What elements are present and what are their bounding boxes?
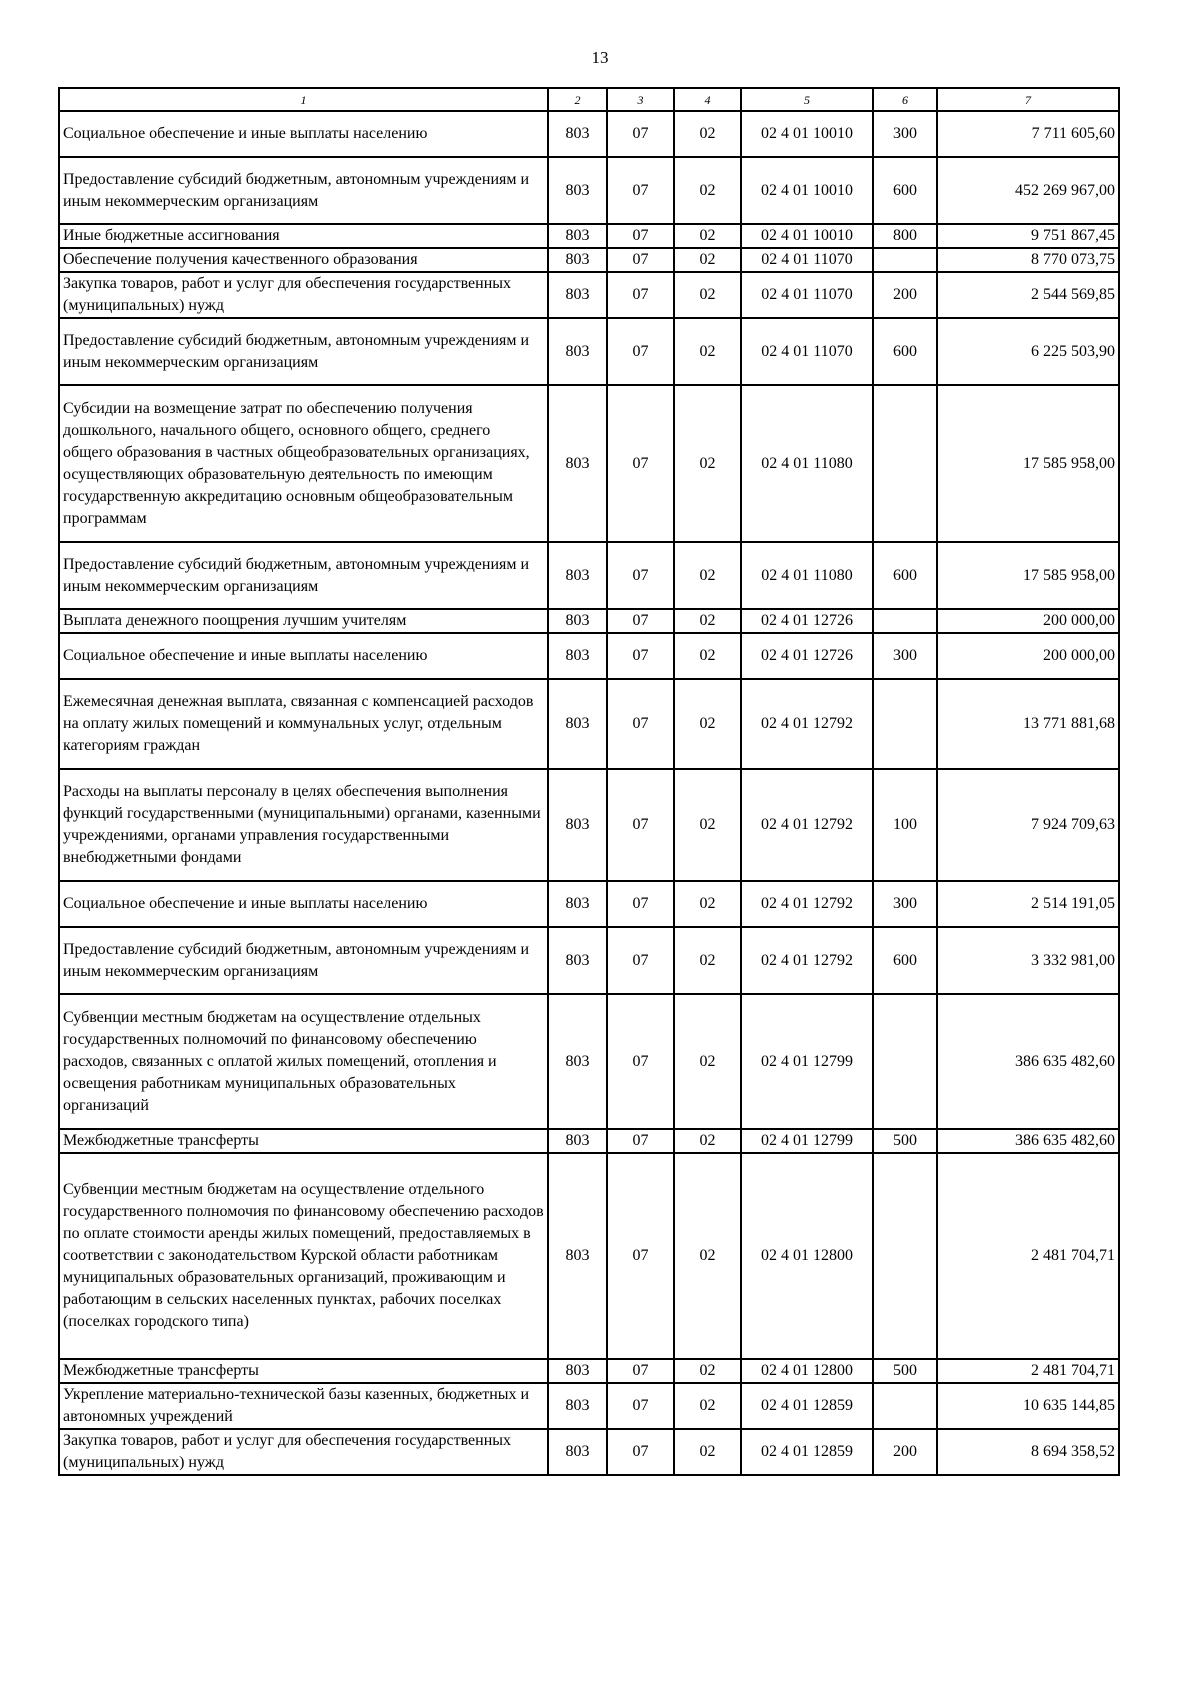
row-amount-cell: 386 635 482,60 — [937, 994, 1119, 1129]
row-section-cell: 07 — [607, 272, 674, 318]
row-section-cell: 07 — [607, 542, 674, 609]
row-amount-cell: 200 000,00 — [937, 633, 1119, 679]
row-code-cell: 803 — [548, 769, 607, 881]
row-expense-type-cell: 200 — [873, 1429, 937, 1475]
row-code-cell: 803 — [548, 111, 607, 157]
row-expense-type-cell: 200 — [873, 272, 937, 318]
row-section-cell: 07 — [607, 1383, 674, 1429]
row-amount-cell: 10 635 144,85 — [937, 1383, 1119, 1429]
row-target-article-cell: 02 4 01 12800 — [741, 1359, 873, 1383]
row-section-cell: 07 — [607, 1153, 674, 1359]
row-amount-cell: 7 924 709,63 — [937, 769, 1119, 881]
row-code-cell: 803 — [548, 1429, 607, 1475]
row-name-cell: Обеспечение получения качественного образования — [59, 248, 548, 272]
header-col-7: 7 — [937, 88, 1119, 111]
row-expense-type-cell: 600 — [873, 157, 937, 224]
row-name-cell: Предоставление субсидий бюджетным, автономным учреждениям и иным некоммерческим организациям — [59, 542, 548, 609]
row-section-cell: 07 — [607, 927, 674, 994]
row-subsection-cell: 02 — [674, 1429, 741, 1475]
row-expense-type-cell — [873, 1153, 937, 1359]
row-name-cell: Межбюджетные трансферты — [59, 1129, 548, 1153]
row-amount-cell: 13 771 881,68 — [937, 679, 1119, 769]
table-row — [59, 224, 1119, 248]
row-code-cell: 803 — [548, 542, 607, 609]
row-target-article-cell: 02 4 01 12859 — [741, 1429, 873, 1475]
row-target-article-cell: 02 4 01 12792 — [741, 679, 873, 769]
table-row — [59, 157, 1119, 224]
row-target-article-cell: 02 4 01 11070 — [741, 248, 873, 272]
row-section-cell: 07 — [607, 633, 674, 679]
budget-table — [58, 87, 1120, 1476]
row-section-cell: 07 — [607, 248, 674, 272]
row-amount-cell: 7 711 605,60 — [937, 111, 1119, 157]
row-subsection-cell: 02 — [674, 1129, 741, 1153]
table-row — [59, 679, 1119, 769]
row-target-article-cell: 02 4 01 12800 — [741, 1153, 873, 1359]
row-amount-cell: 3 332 981,00 — [937, 927, 1119, 994]
table-row — [59, 248, 1119, 272]
row-amount-cell: 200 000,00 — [937, 609, 1119, 633]
row-code-cell: 803 — [548, 224, 607, 248]
table-row — [59, 1129, 1119, 1153]
row-name-cell: Ежемесячная денежная выплата, связанная с компенсацией расходов на оплату жилых помещений и коммунальных услуг, отдельным категориям граждан — [59, 679, 548, 769]
row-subsection-cell: 02 — [674, 111, 741, 157]
row-code-cell: 803 — [548, 927, 607, 994]
row-section-cell: 07 — [607, 111, 674, 157]
row-expense-type-cell: 800 — [873, 224, 937, 248]
row-subsection-cell: 02 — [674, 633, 741, 679]
row-amount-cell: 8 770 073,75 — [937, 248, 1119, 272]
table-row — [59, 1153, 1119, 1359]
row-subsection-cell: 02 — [674, 679, 741, 769]
row-target-article-cell: 02 4 01 12792 — [741, 881, 873, 927]
row-name-cell: Субвенции местным бюджетам на осуществление отдельного государственного полномочия по финансовому обеспечению расходов по оплате стоимости аренды жилых помещений, предоставляемых в соответствии с законодательством Курской области работникам муниципальных образовательных организаций, проживающим и работающим в сельских населенных пунктах, рабочих поселках (поселках городского типа) — [59, 1153, 548, 1359]
row-section-cell: 07 — [607, 318, 674, 385]
row-code-cell: 803 — [548, 994, 607, 1129]
row-section-cell: 07 — [607, 385, 674, 542]
row-expense-type-cell: 100 — [873, 769, 937, 881]
row-section-cell: 07 — [607, 679, 674, 769]
row-section-cell: 07 — [607, 1359, 674, 1383]
row-section-cell: 07 — [607, 1429, 674, 1475]
table-row — [59, 633, 1119, 679]
row-subsection-cell: 02 — [674, 994, 741, 1129]
table-row — [59, 1359, 1119, 1383]
row-name-cell: Выплата денежного поощрения лучшим учителям — [59, 609, 548, 633]
row-amount-cell: 17 585 958,00 — [937, 542, 1119, 609]
row-name-cell: Социальное обеспечение и иные выплаты населению — [59, 633, 548, 679]
row-subsection-cell: 02 — [674, 542, 741, 609]
row-name-cell: Социальное обеспечение и иные выплаты населению — [59, 881, 548, 927]
table-body — [59, 111, 1119, 1475]
row-amount-cell: 2 514 191,05 — [937, 881, 1119, 927]
table-row — [59, 111, 1119, 157]
row-expense-type-cell: 300 — [873, 881, 937, 927]
row-name-cell: Субсидии на возмещение затрат по обеспечению получения дошкольного, начального общего, основного общего, среднего общего образования в частных общеобразовательных организациях, осуществляющих образовательную деятельность по имеющим государственную аккредитацию основным общеобразовательным программам — [59, 385, 548, 542]
row-subsection-cell: 02 — [674, 769, 741, 881]
table-row — [59, 318, 1119, 385]
row-subsection-cell: 02 — [674, 272, 741, 318]
table-row — [59, 385, 1119, 542]
table-row — [59, 927, 1119, 994]
row-target-article-cell: 02 4 01 12792 — [741, 927, 873, 994]
row-amount-cell: 386 635 482,60 — [937, 1129, 1119, 1153]
row-target-article-cell: 02 4 01 10010 — [741, 111, 873, 157]
row-subsection-cell: 02 — [674, 1153, 741, 1359]
header-col-6: 6 — [873, 88, 937, 111]
row-subsection-cell: 02 — [674, 318, 741, 385]
page-number: 13 — [591, 48, 609, 67]
table-row — [59, 272, 1119, 318]
row-expense-type-cell: 500 — [873, 1129, 937, 1153]
row-code-cell: 803 — [548, 385, 607, 542]
row-section-cell: 07 — [607, 224, 674, 248]
table-row — [59, 609, 1119, 633]
header-col-2: 2 — [548, 88, 607, 111]
row-amount-cell: 17 585 958,00 — [937, 385, 1119, 542]
row-code-cell: 803 — [548, 318, 607, 385]
row-code-cell: 803 — [548, 1383, 607, 1429]
table-row — [59, 1429, 1119, 1475]
row-expense-type-cell — [873, 248, 937, 272]
row-expense-type-cell — [873, 609, 937, 633]
row-expense-type-cell: 600 — [873, 542, 937, 609]
row-subsection-cell: 02 — [674, 609, 741, 633]
row-subsection-cell: 02 — [674, 224, 741, 248]
row-target-article-cell: 02 4 01 11080 — [741, 385, 873, 542]
row-code-cell: 803 — [548, 881, 607, 927]
row-target-article-cell: 02 4 01 11080 — [741, 542, 873, 609]
row-subsection-cell: 02 — [674, 248, 741, 272]
row-expense-type-cell: 500 — [873, 1359, 937, 1383]
header-col-3: 3 — [607, 88, 674, 111]
header-col-1: 1 — [59, 88, 548, 111]
row-subsection-cell: 02 — [674, 385, 741, 542]
row-section-cell: 07 — [607, 881, 674, 927]
table-row — [59, 542, 1119, 609]
row-name-cell: Межбюджетные трансферты — [59, 1359, 548, 1383]
row-section-cell: 07 — [607, 1129, 674, 1153]
row-code-cell: 803 — [548, 1359, 607, 1383]
row-amount-cell: 6 225 503,90 — [937, 318, 1119, 385]
row-expense-type-cell — [873, 385, 937, 542]
row-target-article-cell: 02 4 01 12726 — [741, 633, 873, 679]
table-row — [59, 1383, 1119, 1429]
row-target-article-cell: 02 4 01 10010 — [741, 157, 873, 224]
row-target-article-cell: 02 4 01 12799 — [741, 1129, 873, 1153]
row-expense-type-cell — [873, 679, 937, 769]
row-expense-type-cell — [873, 994, 937, 1129]
table-row — [59, 881, 1119, 927]
row-name-cell: Расходы на выплаты персоналу в целях обеспечения выполнения функций государственными (муниципальными) органами, казенными учреждениями, органами управления государственными внебюджетными фондами — [59, 769, 548, 881]
row-target-article-cell: 02 4 01 10010 — [741, 224, 873, 248]
row-subsection-cell: 02 — [674, 927, 741, 994]
table-row — [59, 994, 1119, 1129]
header-col-5: 5 — [741, 88, 873, 111]
row-code-cell: 803 — [548, 609, 607, 633]
row-name-cell: Социальное обеспечение и иные выплаты населению — [59, 111, 548, 157]
row-subsection-cell: 02 — [674, 881, 741, 927]
row-section-cell: 07 — [607, 609, 674, 633]
row-amount-cell: 8 694 358,52 — [937, 1429, 1119, 1475]
row-code-cell: 803 — [548, 248, 607, 272]
row-expense-type-cell: 600 — [873, 318, 937, 385]
row-section-cell: 07 — [607, 157, 674, 224]
row-code-cell: 803 — [548, 157, 607, 224]
header-col-4: 4 — [674, 88, 741, 111]
row-expense-type-cell — [873, 1383, 937, 1429]
row-target-article-cell: 02 4 01 12859 — [741, 1383, 873, 1429]
row-section-cell: 07 — [607, 769, 674, 881]
row-target-article-cell: 02 4 01 12792 — [741, 769, 873, 881]
row-code-cell: 803 — [548, 272, 607, 318]
row-code-cell: 803 — [548, 1153, 607, 1359]
row-amount-cell: 452 269 967,00 — [937, 157, 1119, 224]
row-expense-type-cell: 600 — [873, 927, 937, 994]
row-name-cell: Предоставление субсидий бюджетным, автономным учреждениям и иным некоммерческим организациям — [59, 927, 548, 994]
row-expense-type-cell: 300 — [873, 633, 937, 679]
table-row — [59, 769, 1119, 881]
table-header-row — [59, 88, 1119, 111]
row-target-article-cell: 02 4 01 11070 — [741, 272, 873, 318]
row-name-cell: Закупка товаров, работ и услуг для обеспечения государственных (муниципальных) нужд — [59, 1429, 548, 1475]
row-amount-cell: 2 481 704,71 — [937, 1153, 1119, 1359]
row-name-cell: Предоставление субсидий бюджетным, автономным учреждениям и иным некоммерческим организациям — [59, 157, 548, 224]
row-subsection-cell: 02 — [674, 1359, 741, 1383]
row-name-cell: Предоставление субсидий бюджетным, автономным учреждениям и иным некоммерческим организациям — [59, 318, 548, 385]
row-target-article-cell: 02 4 01 12799 — [741, 994, 873, 1129]
row-expense-type-cell: 300 — [873, 111, 937, 157]
row-name-cell: Закупка товаров, работ и услуг для обеспечения государственных (муниципальных) нужд — [59, 272, 548, 318]
row-name-cell: Субвенции местным бюджетам на осуществление отдельных государственных полномочий по финансовому обеспечению расходов, связанных с оплатой жилых помещений, отопления и освещения работникам муниципальных образовательных организаций — [59, 994, 548, 1129]
row-target-article-cell: 02 4 01 11070 — [741, 318, 873, 385]
row-amount-cell: 2 544 569,85 — [937, 272, 1119, 318]
row-code-cell: 803 — [548, 1129, 607, 1153]
row-name-cell: Иные бюджетные ассигнования — [59, 224, 548, 248]
row-code-cell: 803 — [548, 633, 607, 679]
row-target-article-cell: 02 4 01 12726 — [741, 609, 873, 633]
row-name-cell: Укрепление материально-технической базы казенных, бюджетных и автономных учреждений — [59, 1383, 548, 1429]
row-amount-cell: 9 751 867,45 — [937, 224, 1119, 248]
row-code-cell: 803 — [548, 679, 607, 769]
row-amount-cell: 2 481 704,71 — [937, 1359, 1119, 1383]
row-subsection-cell: 02 — [674, 157, 741, 224]
row-section-cell: 07 — [607, 994, 674, 1129]
row-subsection-cell: 02 — [674, 1383, 741, 1429]
